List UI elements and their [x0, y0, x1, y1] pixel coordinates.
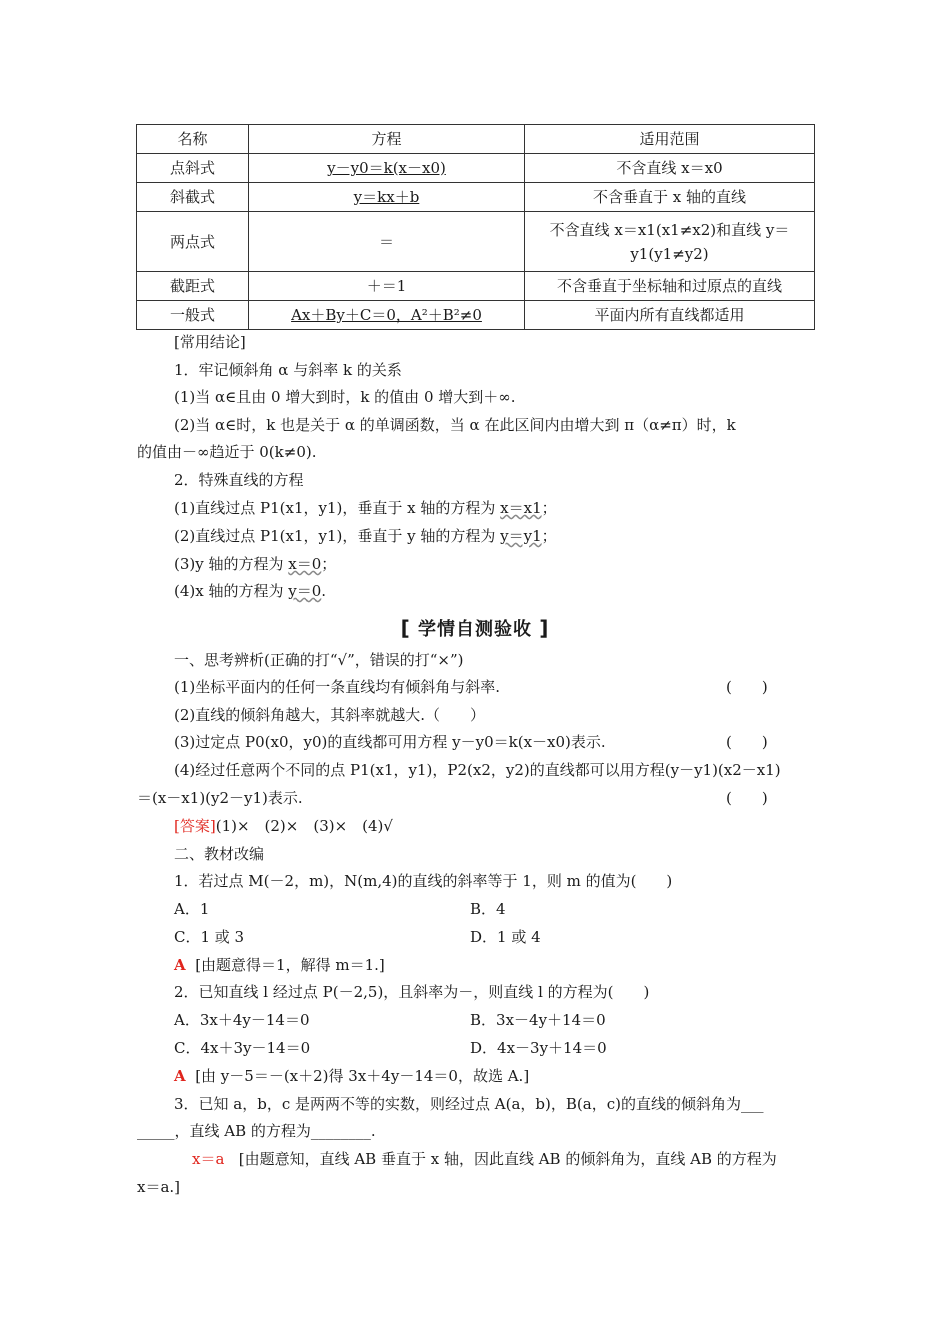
answer-line [174, 815, 393, 837]
line-equation-table [136, 124, 815, 330]
answer-blank: x＝x1 [500, 499, 542, 517]
option: B．4 [470, 900, 506, 918]
solution-text: [由题意知，直线 AB 垂直于 x 轴，因此直线 AB 的倾斜角为，直线 AB 的方程为 [238, 1150, 777, 1168]
answer-parenthesis: ( ) [726, 678, 768, 696]
common-conclusions-title: [常用结论] [174, 333, 246, 351]
solution [174, 1065, 529, 1087]
answer-blank: x＝0 [288, 555, 322, 573]
solution [174, 954, 385, 976]
option: C．4x＋3y－14＝0 [174, 1039, 311, 1057]
equation-cell [249, 154, 525, 183]
range-line: 不含直线 x＝x1(x1≠x2)和直线 y＝ [549, 220, 790, 239]
table-row [137, 272, 815, 301]
option: C．1 或 3 [174, 928, 245, 946]
answer-key: A [174, 956, 186, 974]
paragraph [174, 497, 557, 519]
range-cell [525, 212, 815, 272]
paragraph [174, 553, 336, 575]
table-header-row [137, 125, 815, 154]
answer-blank: y＝y1 [500, 527, 542, 545]
form-name-cell: 斜截式 [137, 183, 249, 212]
question: 1．若过点 M(－2，m)，N(m,4)的直线的斜率等于 1，则 m 的值为( ) [174, 872, 673, 890]
solution [192, 1148, 777, 1170]
answer-text: (1)× (2)× (3)× (4)√ [215, 817, 393, 835]
equation-cell [249, 301, 525, 330]
form-name-cell: 一般式 [137, 301, 249, 330]
paragraph: (2)当 α∈时，k 也是关于 α 的单调函数，当 α 在此区间内由增大到 π（α≠π）时，k [174, 416, 736, 434]
table-row [137, 183, 815, 212]
text-span: ； [541, 527, 557, 545]
paragraph: 2．特殊直线的方程 [174, 471, 304, 489]
question: (3)过定点 P0(x0，y0)的直线都可用方程 y－y0＝k(x－x0)表示. [174, 733, 606, 751]
text-span: ； [321, 555, 337, 573]
range-cell: 不含垂直于坐标轴和过原点的直线 [525, 272, 815, 301]
paragraph: 一、思考辨析(正确的打“√”，错误的打“×”) [174, 651, 464, 669]
table-header-cell: 适用范围 [525, 125, 815, 154]
option: B．3x－4y＋14＝0 [470, 1011, 606, 1029]
option: A．3x＋4y－14＝0 [174, 1011, 310, 1029]
text-span: (2)直线过点 P1(x1，y1)，垂直于 y 轴的方程为 [174, 527, 501, 545]
answer-parenthesis: ( ) [726, 789, 768, 807]
answer-label: [答案] [174, 817, 216, 835]
text-span: . [321, 582, 327, 600]
text-span: (3)y 轴的方程为 [174, 555, 289, 573]
table-header-cell: 方程 [249, 125, 525, 154]
option: A．1 [174, 900, 210, 918]
paragraph: 1．牢记倾斜角 α 与斜率 k 的关系 [174, 361, 402, 379]
answer-blank: y＝0 [288, 582, 322, 600]
form-name-cell: 点斜式 [137, 154, 249, 183]
range-cell: 不含垂直于 x 轴的直线 [525, 183, 815, 212]
question: (2)直线的倾斜角越大，其斜率就越大.（ ） [174, 706, 486, 724]
question: (4)经过任意两个不同的点 P1(x1，y1)，P2(x2，y2)的直线都可以用方程(y－y1)(x2－x1) [174, 761, 781, 779]
range-line: y1(y1≠y2) [630, 244, 709, 263]
equation-cell: ＝ [249, 212, 525, 272]
question: (1)坐标平面内的任何一条直线均有倾斜角与斜率. [174, 678, 501, 696]
equation-text: y－y0＝k(x－x0) [327, 159, 446, 177]
table-row [137, 212, 815, 272]
heading-bracket: ] [539, 616, 550, 640]
table-header-cell: 名称 [137, 125, 249, 154]
heading-text: 学情自测验收 [418, 619, 532, 640]
table-row [137, 154, 815, 183]
question: _____，直线 AB 的方程为________. [137, 1122, 376, 1140]
table-row [137, 301, 815, 330]
paragraph [174, 580, 326, 602]
option: D．1 或 4 [470, 928, 541, 946]
equation-text: y＝kx＋b [353, 188, 420, 206]
answer-key: A [174, 1067, 186, 1085]
equation-cell [249, 183, 525, 212]
equation-text: Ax＋By＋C＝0，A²＋B²≠0 [291, 306, 482, 324]
solution: x＝a.] [137, 1178, 181, 1196]
answer-key: x＝a [192, 1150, 225, 1168]
form-name-cell: 两点式 [137, 212, 249, 272]
text-span: (4)x 轴的方程为 [174, 582, 289, 600]
text-span: (1)直线过点 P1(x1，y1)，垂直于 x 轴的方程为 [174, 499, 501, 517]
equation-cell: ＋＝1 [249, 272, 525, 301]
solution-text: [由 y－5＝－(x＋2)得 3x＋4y－14＝0，故选 A.] [195, 1067, 530, 1085]
paragraph: 的值由－∞趋近于 0(k≠0). [137, 443, 317, 461]
question: 2．已知直线 l 经过点 P(－2,5)，且斜率为－，则直线 l 的方程为( ) [174, 983, 650, 1001]
answer-parenthesis: ( ) [726, 733, 768, 751]
question: ＝(x－x1)(y2－y1)表示. [137, 789, 303, 807]
paragraph: 二、教材改编 [174, 845, 265, 863]
paragraph: (1)当 α∈且由 0 增大到时，k 的值由 0 增大到＋∞. [174, 388, 516, 406]
range-cell: 不含直线 x＝x0 [525, 154, 815, 183]
solution-text: [由题意得＝1，解得 m＝1.] [195, 956, 385, 974]
option: D．4x－3y＋14＝0 [470, 1039, 607, 1057]
form-name-cell: 截距式 [137, 272, 249, 301]
range-cell: 平面内所有直线都适用 [525, 301, 815, 330]
section-heading [0, 615, 950, 641]
paragraph [174, 525, 557, 547]
question: 3．已知 a，b，c 是两两不等的实数，则经过点 A(a，b)，B(a，c)的直线的倾斜角为___ [174, 1095, 764, 1113]
heading-bracket: [ [400, 616, 411, 640]
text-span: ； [541, 499, 557, 517]
